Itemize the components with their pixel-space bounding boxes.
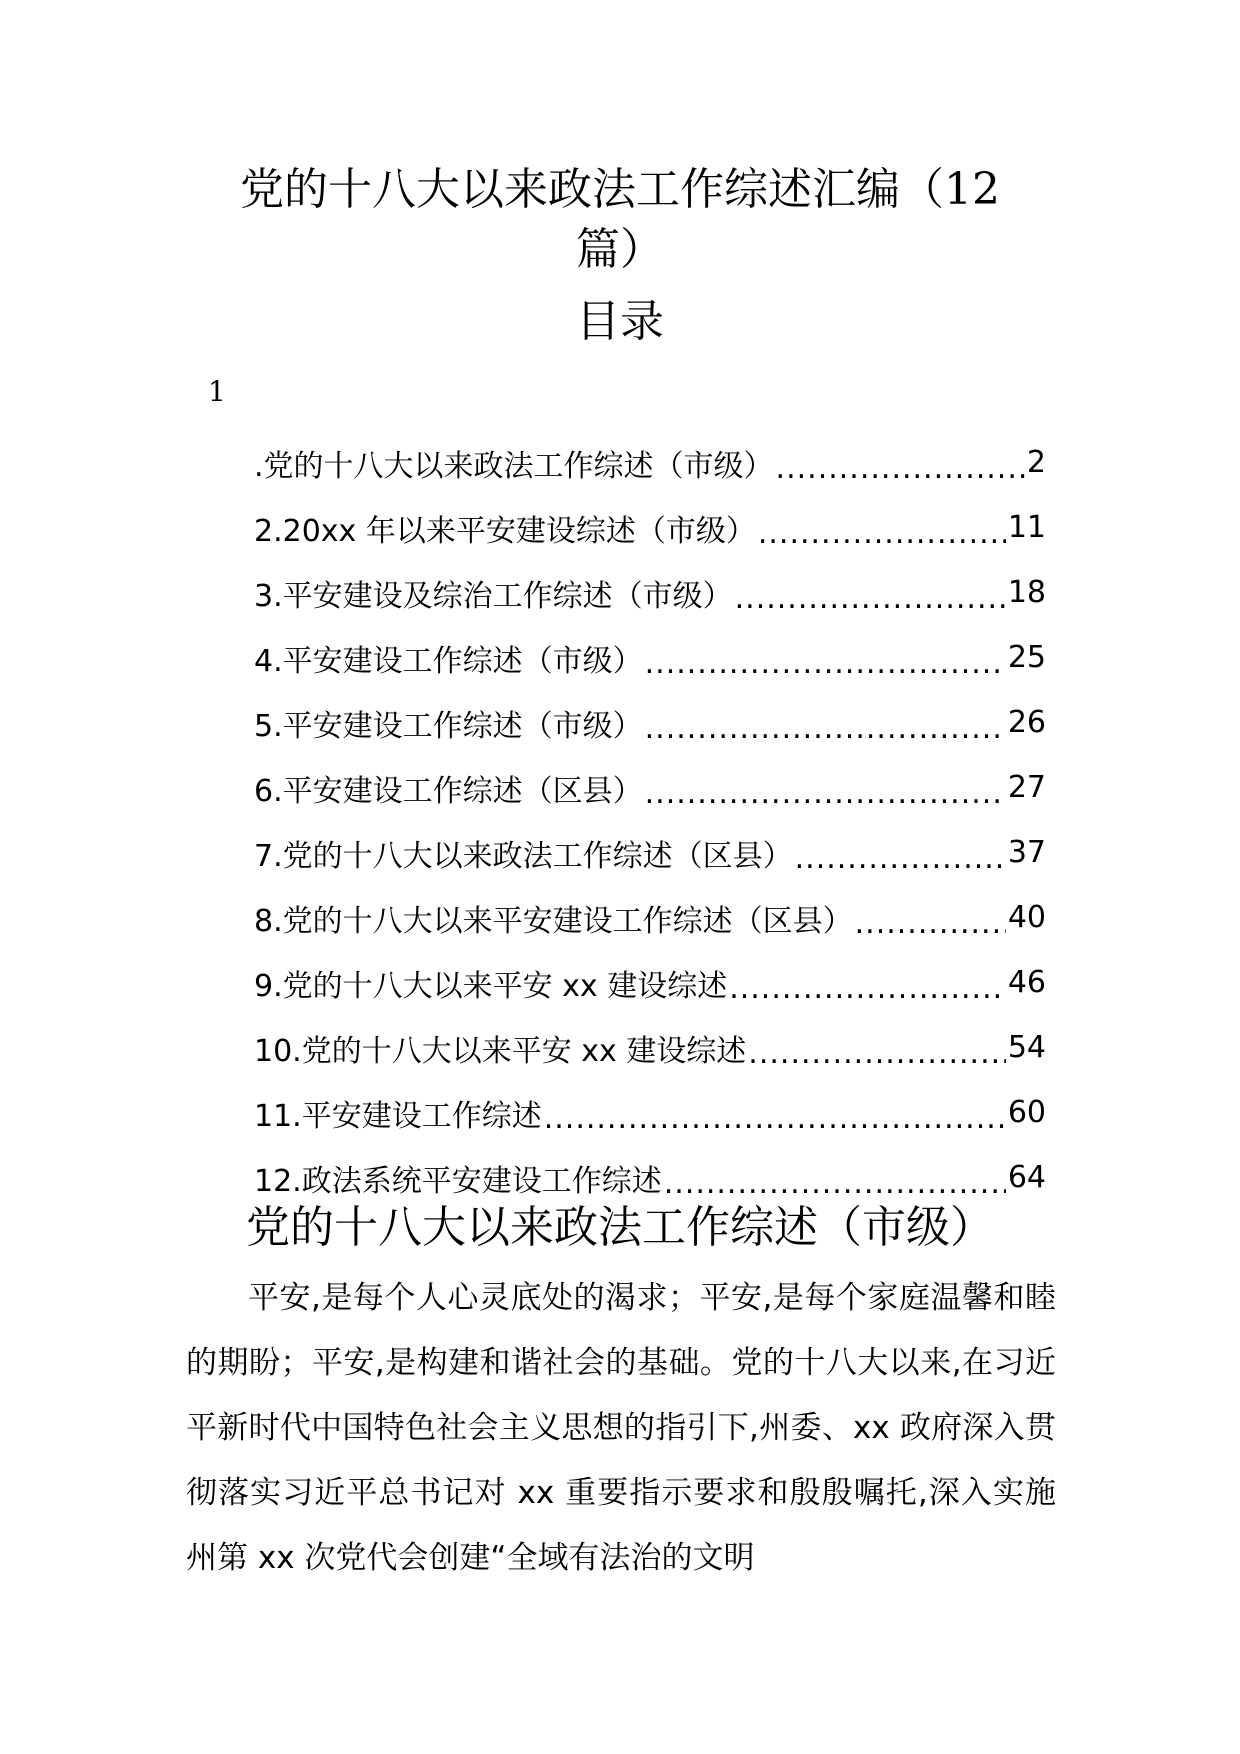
title-line-1: 党的十八大以来政法工作综述汇编（: [240, 164, 944, 215]
toc-dot-leader: [664, 1166, 1006, 1201]
toc-dot-leader: [645, 711, 1006, 746]
toc-entry-label: 7.党的十八大以来政法工作综述（区县）: [254, 838, 793, 874]
toc-dot-leader: [795, 841, 1006, 876]
toc-entry-label: 9.党的十八大以来平安 xx 建设综述: [254, 968, 728, 1004]
toc-entry-9[interactable]: [254, 950, 1046, 1015]
toc-number-marker: 1: [208, 375, 226, 408]
toc-entry-3[interactable]: [254, 560, 1046, 625]
toc-entry-page: 27: [1007, 770, 1046, 805]
toc-dot-leader: [748, 1036, 1006, 1071]
title-count: 12: [944, 164, 1000, 215]
toc-heading: 目录: [576, 296, 664, 347]
toc-entry-page: 54: [1007, 1030, 1046, 1065]
toc-entry-page: 26: [1007, 705, 1046, 740]
toc-dot-leader: [735, 581, 1006, 616]
toc-entry-label: 8.党的十八大以来平安建设工作综述（区县）: [254, 903, 853, 939]
toc-entry-page: 18: [1007, 575, 1046, 610]
toc-entry-2[interactable]: [254, 495, 1046, 560]
toc-entry-page: 2: [1026, 445, 1046, 480]
toc-entry-page: 40: [1007, 900, 1046, 935]
table-of-contents: [254, 430, 1046, 1210]
toc-entry-label: 6.平安建设工作综述（区县）: [254, 773, 643, 809]
toc-entry-page: 46: [1007, 965, 1046, 1000]
document-title: [200, 160, 1040, 280]
toc-entry-5[interactable]: [254, 690, 1046, 755]
toc-dot-leader: [855, 906, 1006, 941]
toc-dot-leader: [729, 971, 1006, 1006]
toc-dot-leader: [645, 776, 1006, 811]
toc-entry-page: 11: [1007, 510, 1046, 545]
toc-entry-6[interactable]: [254, 755, 1046, 820]
toc-entry-label: 5.平安建设工作综述（市级）: [254, 708, 643, 744]
toc-dot-leader: [758, 516, 1006, 551]
toc-entry-page: 64: [1007, 1160, 1046, 1195]
toc-entry-10[interactable]: [254, 1015, 1046, 1080]
toc-dot-leader: [776, 451, 1025, 486]
toc-entry-8[interactable]: [254, 885, 1046, 950]
toc-entry-label: 10.党的十八大以来平安 xx 建设综述: [254, 1033, 747, 1069]
toc-dot-leader: [645, 646, 1006, 681]
toc-entry-label: 2.20xx 年以来平安建设综述（市级）: [254, 513, 756, 549]
section-title: 党的十八大以来政法工作综述（市级）: [246, 1202, 994, 1253]
body-paragraph: 平安,是每个人心灵底处的渴求；平安,是每个家庭温馨和睦的期盼；平安,是构建和谐社会的基础。党的十八大以来,在习近平新时代中国特色社会主义思想的指引下,州委、xx 政府深入贯彻落实习近平总书记对 xx 重要指示要求和殷殷嘱托,深入实施州第 xx 次党代会创建“全域有法治的文明: [186, 1280, 1056, 1576]
toc-entry-page: 25: [1007, 640, 1046, 675]
toc-entry-page: 60: [1007, 1095, 1046, 1130]
toc-entry-page: 37: [1007, 835, 1046, 870]
toc-entry-label: 12.政法系统平安建设工作综述: [254, 1163, 662, 1199]
toc-entry-4[interactable]: [254, 625, 1046, 690]
toc-entry-7[interactable]: [254, 820, 1046, 885]
title-line-2: 篇）: [576, 224, 664, 275]
toc-entry-label: 11.平安建设工作综述: [254, 1098, 542, 1134]
toc-entry-1[interactable]: [254, 430, 1046, 495]
toc-entry-label: 4.平安建设工作综述（市级）: [254, 643, 643, 679]
toc-entry-11[interactable]: [254, 1080, 1046, 1145]
toc-entry-label: 3.平安建设及综治工作综述（市级）: [254, 578, 733, 614]
toc-entry-label: .党的十八大以来政法工作综述（市级）: [254, 448, 774, 484]
toc-dot-leader: [544, 1101, 1006, 1136]
